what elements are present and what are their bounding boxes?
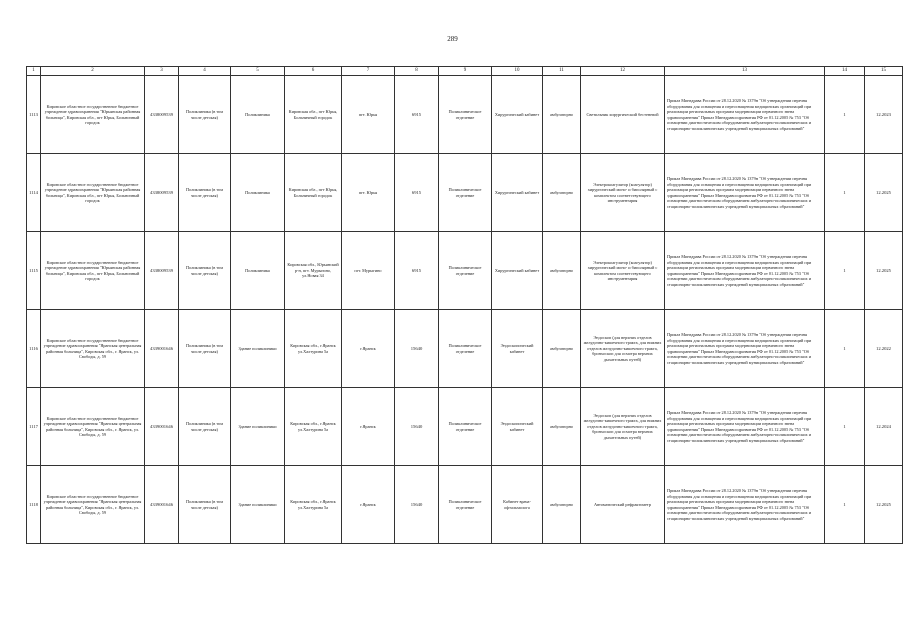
department-cell: Поликлиническое отделение: [439, 76, 492, 154]
facility-type-cell: Поликлиника (в том числе детская): [179, 466, 231, 544]
room-cell: Эндоскопический кабинет: [492, 310, 543, 388]
equipment-cell: Электрокоагулятор (коагулятор) хирургический моно- и биполярный с комплектом соответствующего инструментария: [581, 154, 665, 232]
equipment-cell: Электрокоагулятор (коагулятор) хирургический моно- и биполярный с комплектом соответствующего инструментария: [581, 232, 665, 310]
row-number: 1118: [27, 466, 41, 544]
room-cell: Эндоскопический кабинет: [492, 388, 543, 466]
building-cell: Здание поликлиники: [231, 310, 285, 388]
organization-cell: Кировское областное государственное бюджетное учреждение здравоохранения "Яранская центральная районная больница", Кировская обл., г. Яранск, ул. Свободы, д. 59: [41, 466, 145, 544]
column-header: 10: [492, 67, 543, 76]
legal-basis-cell: Приказ Минздрава России от 28.12.2020 № 1379н "Об утверждении перечня оборудования для оснащения и переоснащения медицинских организаций при реализации региональных программ модернизации первичного звена здравоохранения" Приказ Минздравсоцразвития РФ от 01.12.2005 № 753 "Об оснащении диагностическим оборудованием амбулаторно-поликлинических и стационарно-поликлинических учреждений муниципальных образований": [665, 154, 825, 232]
settlement-cell: пгт. Юрья: [342, 154, 395, 232]
page-number: 289: [447, 35, 458, 43]
column-header: 1: [27, 67, 41, 76]
address-cell: Кировская обл., г.Яранск ул.Халтурина 5а: [285, 388, 342, 466]
column-header: 8: [395, 67, 439, 76]
building-cell: Здание поликлиники: [231, 466, 285, 544]
equipment-cell: Светильник хирургический бестеневой: [581, 76, 665, 154]
building-cell: Поликлиника: [231, 154, 285, 232]
date-cell: 12.2024: [865, 388, 903, 466]
inn-cell: 4339001646: [145, 388, 179, 466]
organization-cell: Кировское областное государственное бюджетное учреждение здравоохранения "Яранская центральная районная больница", Кировская обл., г. Яранск, ул. Свободы, д. 59: [41, 388, 145, 466]
population-cell: 6915: [395, 232, 439, 310]
organization-cell: Кировское областное государственное бюджетное учреждение здравоохранения "Юрьянская районная больница", Кировская обл., пгт Юрья, Больничный городок: [41, 154, 145, 232]
column-header: 6: [285, 67, 342, 76]
building-cell: Поликлиника: [231, 232, 285, 310]
facility-type-cell: Поликлиника (в том числе детская): [179, 76, 231, 154]
column-header: 12: [581, 67, 665, 76]
column-header: 5: [231, 67, 285, 76]
population-cell: 15640: [395, 466, 439, 544]
quantity-cell: 1: [825, 310, 865, 388]
quantity-cell: 1: [825, 466, 865, 544]
organization-cell: Кировское областное государственное бюджетное учреждение здравоохранения "Яранская центральная районная больница", Кировская обл., г. Яранск, ул. Свободы, д. 59: [41, 310, 145, 388]
room-cell: Кабинет врача-офтальмолога: [492, 466, 543, 544]
header-row: [27, 67, 903, 76]
date-cell: 12.2022: [865, 310, 903, 388]
department-cell: Поликлиническое отделение: [439, 466, 492, 544]
table-row: [27, 310, 903, 388]
column-header: 13: [665, 67, 825, 76]
inn-cell: 4339001646: [145, 310, 179, 388]
date-cell: 12.2025: [865, 154, 903, 232]
column-header: 2: [41, 67, 145, 76]
care-form-cell: амбулаторно: [543, 76, 581, 154]
legal-basis-cell: Приказ Минздрава России от 28.12.2020 № 1379н "Об утверждении перечня оборудования для оснащения и переоснащения медицинских организаций при реализации региональных программ модернизации первичного звена здравоохранения" Приказ Минздравсоцразвития РФ от 01.12.2005 № 753 "Об оснащении диагностическим оборудованием амбулаторно-поликлинических и стационарно-поликлинических учреждений муниципальных образований": [665, 310, 825, 388]
column-header: 9: [439, 67, 492, 76]
population-cell: 6915: [395, 154, 439, 232]
column-header: 15: [865, 67, 903, 76]
settlement-cell: г.Яранск: [342, 310, 395, 388]
equipment-register-table: [26, 66, 903, 544]
facility-type-cell: Поликлиника (в том числе детская): [179, 310, 231, 388]
organization-cell: Кировское областное государственное бюджетное учреждение здравоохранения "Юрьянская районная больница", Кировская обл., пгт Юрья, Больничный городок: [41, 76, 145, 154]
population-cell: 15640: [395, 388, 439, 466]
row-number: 1116: [27, 310, 41, 388]
table-body: [27, 76, 903, 544]
table-row: [27, 388, 903, 466]
facility-type-cell: Поликлиника (в том числе детская): [179, 232, 231, 310]
legal-basis-cell: Приказ Минздрава России от 28.12.2020 № 1379н "Об утверждении перечня оборудования для оснащения и переоснащения медицинских организаций при реализации региональных программ модернизации первичного звена здравоохранения" Приказ Минздравсоцразвития РФ от 01.12.2005 № 753 "Об оснащении диагностическим оборудованием амбулаторно-поликлинических и стационарно-поликлинических учреждений муниципальных образований": [665, 388, 825, 466]
inn-cell: 4338009539: [145, 154, 179, 232]
row-number: 1117: [27, 388, 41, 466]
care-form-cell: амбулаторно: [543, 466, 581, 544]
inn-cell: 4339001646: [145, 466, 179, 544]
column-header: 14: [825, 67, 865, 76]
inn-cell: 4338009539: [145, 232, 179, 310]
care-form-cell: амбулаторно: [543, 232, 581, 310]
address-cell: Кировская обл., г.Яранск ул.Халтурина 5а: [285, 310, 342, 388]
quantity-cell: 1: [825, 232, 865, 310]
table-row: [27, 154, 903, 232]
settlement-cell: г.Яранск: [342, 466, 395, 544]
row-number: 1113: [27, 76, 41, 154]
settlement-cell: г.Яранск: [342, 388, 395, 466]
date-cell: 12.2025: [865, 232, 903, 310]
address-cell: Кировская обл., г.Яранск ул.Халтурина 5а: [285, 466, 342, 544]
department-cell: Поликлиническое отделение: [439, 310, 492, 388]
department-cell: Поликлиническое отделение: [439, 232, 492, 310]
building-cell: Здание поликлиники: [231, 388, 285, 466]
equipment-cell: Эндоскоп (для верхних отделов желудочно-кишечного тракта, для нижних отделов желудочно-кишечного тракта, бронхоскоп для осмотра верхних дыхательных путей): [581, 310, 665, 388]
department-cell: Поликлиническое отделение: [439, 388, 492, 466]
address-cell: Кировская обл., пгт Юрья, Больничный городок: [285, 154, 342, 232]
facility-type-cell: Поликлиника (в том числе детская): [179, 154, 231, 232]
facility-type-cell: Поликлиника (в том числе детская): [179, 388, 231, 466]
equipment-cell: Эндоскоп (для верхних отделов желудочно-кишечного тракта, для нижних отделов желудочно-кишечного тракта, бронхоскоп для осмотра верхних дыхательных путей): [581, 388, 665, 466]
care-form-cell: амбулаторно: [543, 310, 581, 388]
date-cell: 12.2025: [865, 466, 903, 544]
quantity-cell: 1: [825, 388, 865, 466]
equipment-cell: Автоматический рефрактометр: [581, 466, 665, 544]
table-row: [27, 232, 903, 310]
room-cell: Хирургический кабинет: [492, 154, 543, 232]
care-form-cell: амбулаторно: [543, 388, 581, 466]
organization-cell: Кировское областное государственное бюджетное учреждение здравоохранения "Юрьянская районная больница", Кировская обл., пгт Юрья, Больничный городок: [41, 232, 145, 310]
room-cell: Хирургический кабинет: [492, 76, 543, 154]
building-cell: Поликлиника: [231, 76, 285, 154]
settlement-cell: пгт. Юрья: [342, 76, 395, 154]
quantity-cell: 1: [825, 76, 865, 154]
date-cell: 12.2023: [865, 76, 903, 154]
inn-cell: 4338009539: [145, 76, 179, 154]
room-cell: Хирургический кабинет: [492, 232, 543, 310]
row-number: 1114: [27, 154, 41, 232]
legal-basis-cell: Приказ Минздрава России от 28.12.2020 № 1379н "Об утверждении перечня оборудования для оснащения и переоснащения медицинских организаций при реализации региональных программ модернизации первичного звена здравоохранения" Приказ Минздравсоцразвития РФ от 01.12.2005 № 753 "Об оснащении диагностическим оборудованием амбулаторно-поликлинических и стационарно-поликлинических учреждений муниципальных образований": [665, 76, 825, 154]
table-row: [27, 466, 903, 544]
department-cell: Поликлиническое отделение: [439, 154, 492, 232]
column-header: 7: [342, 67, 395, 76]
population-cell: 15640: [395, 310, 439, 388]
column-header: 4: [179, 67, 231, 76]
settlement-cell: пгт. Мурыгино: [342, 232, 395, 310]
column-header: 3: [145, 67, 179, 76]
column-header: 11: [543, 67, 581, 76]
quantity-cell: 1: [825, 154, 865, 232]
legal-basis-cell: Приказ Минздрава России от 28.12.2020 № 1379н "Об утверждении перечня оборудования для оснащения и переоснащения медицинских организаций при реализации региональных программ модернизации первичного звена здравоохранения" Приказ Минздравсоцразвития РФ от 01.12.2005 № 753 "Об оснащении диагностическим оборудованием амбулаторно-поликлинических и стационарно-поликлинических учреждений муниципальных образований": [665, 466, 825, 544]
address-cell: Кировская обл., Юрьянский р-н, пгт. Мурыгино, ул.Новая 34: [285, 232, 342, 310]
row-number: 1115: [27, 232, 41, 310]
table-row: [27, 76, 903, 154]
care-form-cell: амбулаторно: [543, 154, 581, 232]
legal-basis-cell: Приказ Минздрава России от 28.12.2020 № 1379н "Об утверждении перечня оборудования для оснащения и переоснащения медицинских организаций при реализации региональных программ модернизации первичного звена здравоохранения" Приказ Минздравсоцразвития РФ от 01.12.2005 № 753 "Об оснащении диагностическим оборудованием амбулаторно-поликлинических и стационарно-поликлинических учреждений муниципальных образований": [665, 232, 825, 310]
address-cell: Кировская обл., пгт Юрья, Больничный городок: [285, 76, 342, 154]
population-cell: 6915: [395, 76, 439, 154]
